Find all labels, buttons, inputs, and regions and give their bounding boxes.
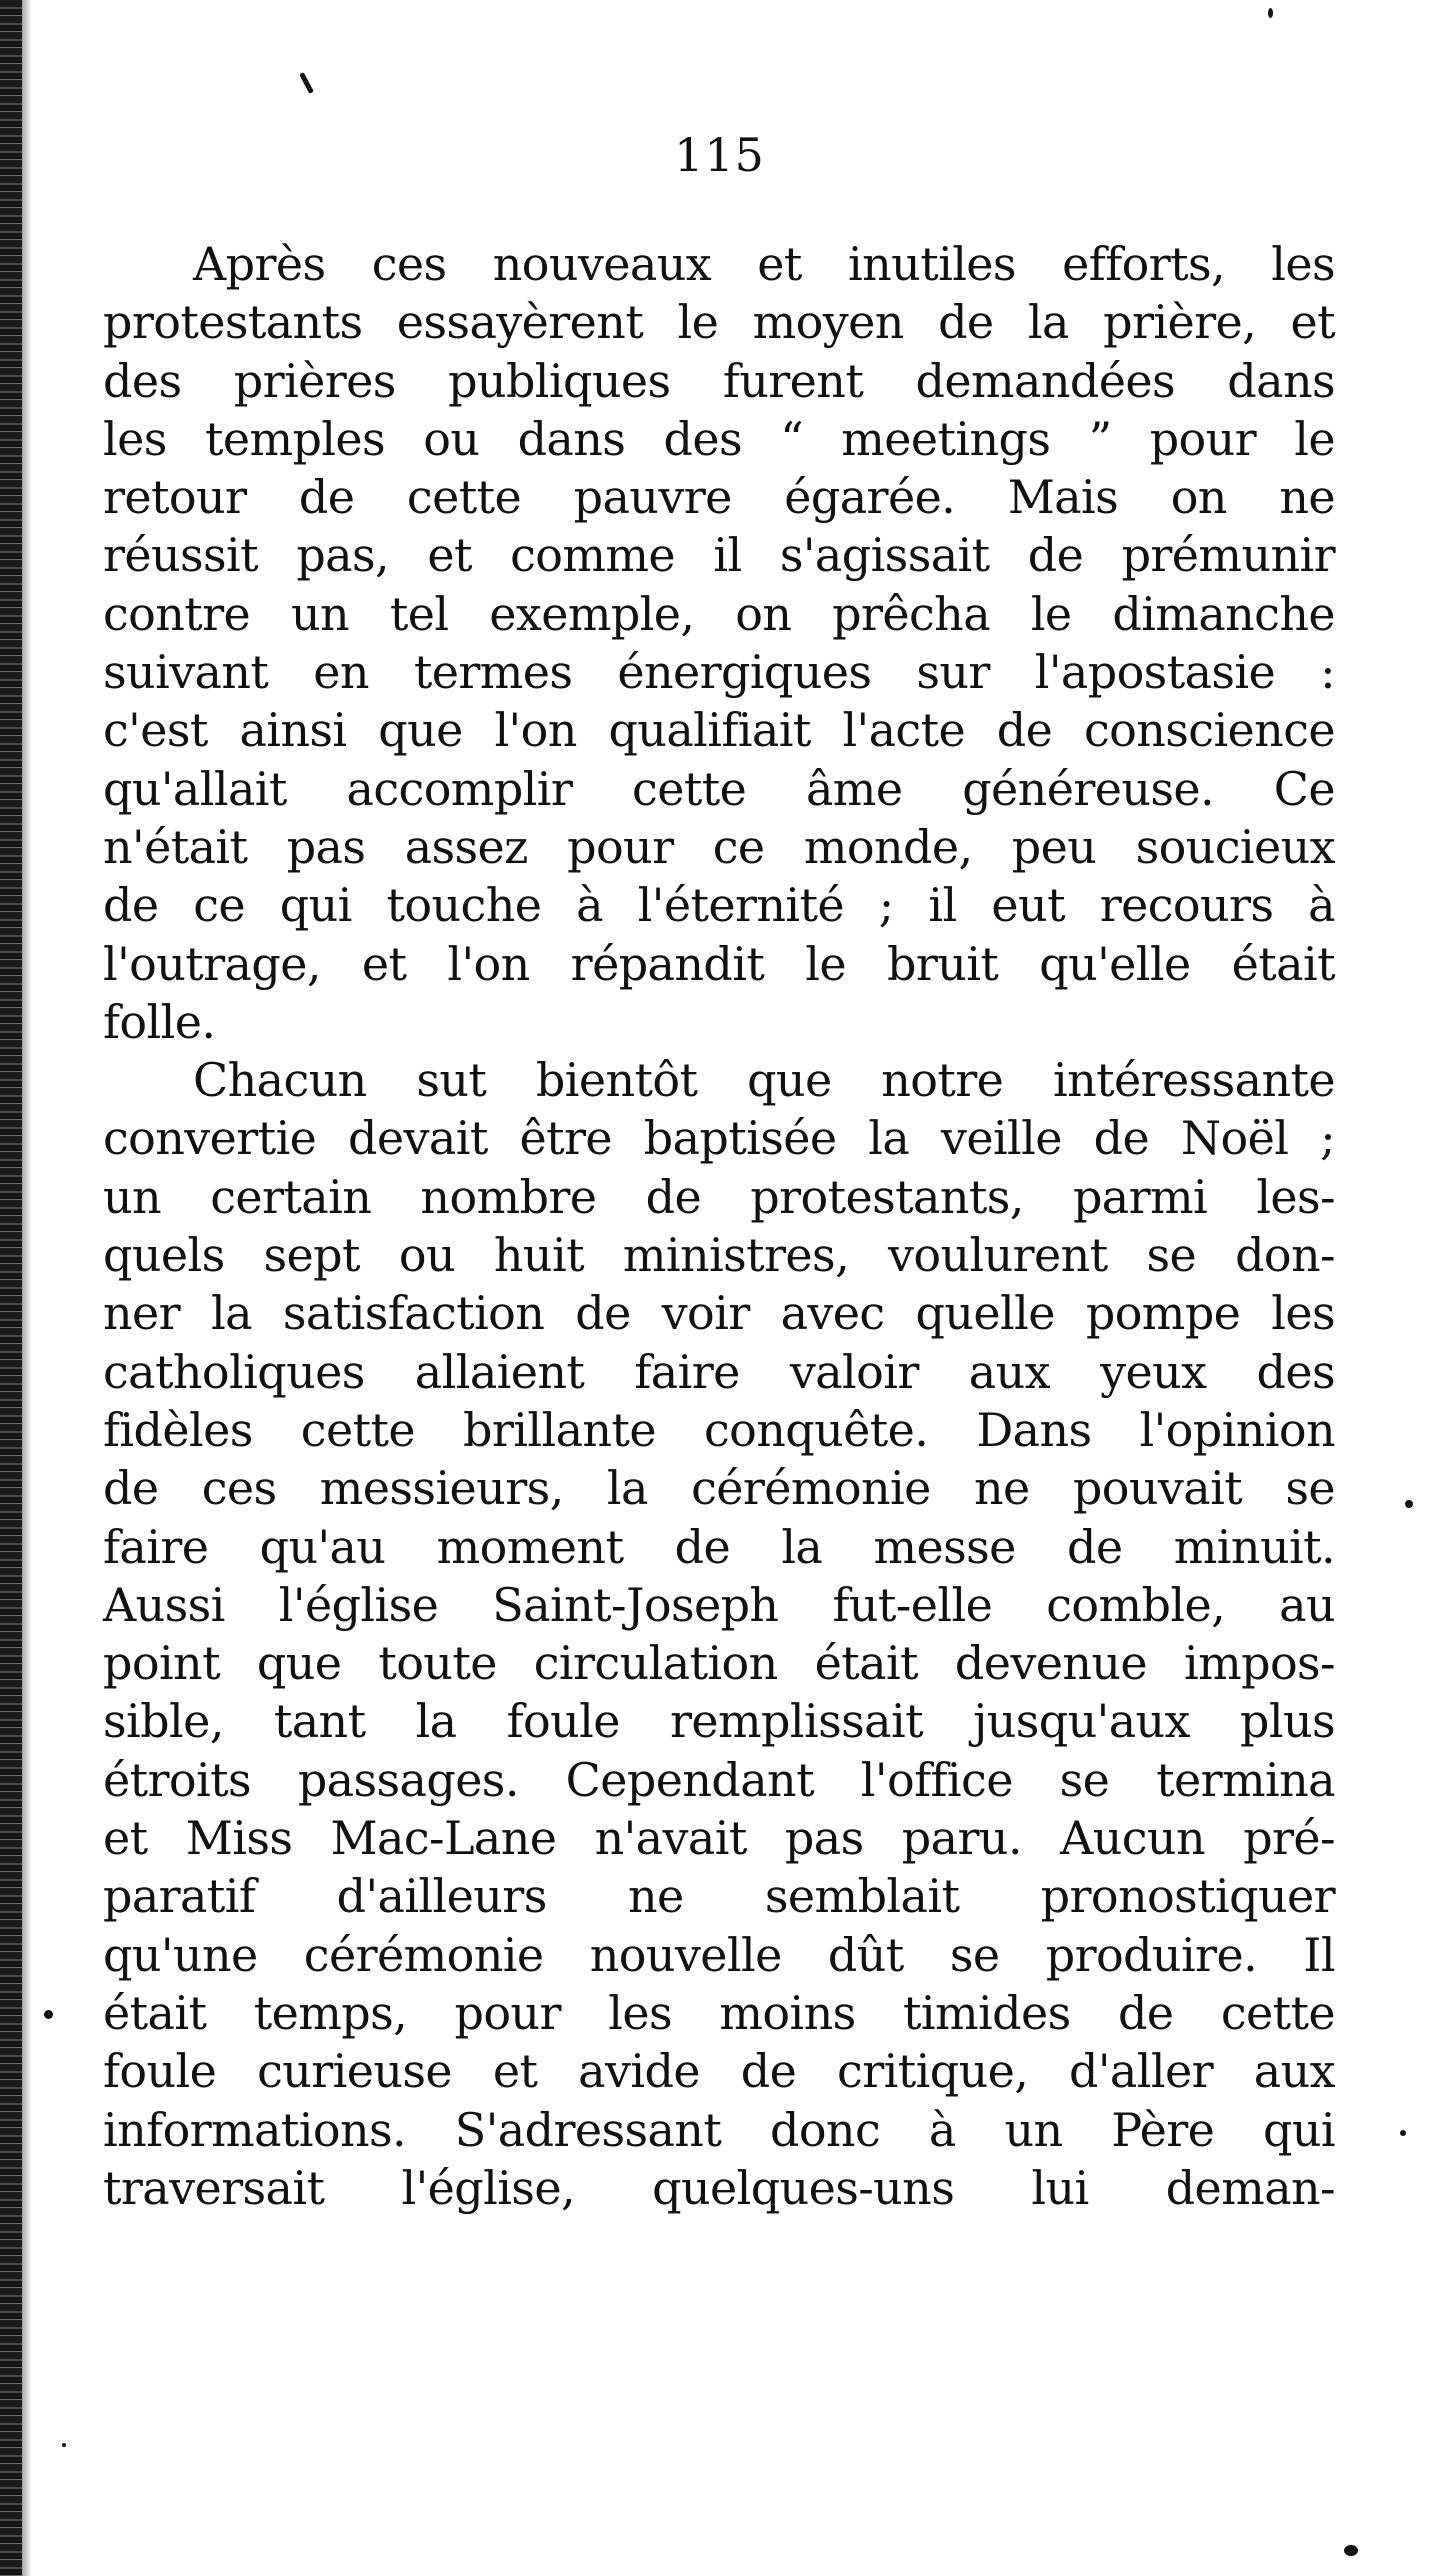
text-line: des prières publiques furent demandées dans [103, 353, 1335, 408]
paragraph-2 [103, 1051, 1335, 2217]
text-line: c'est ainsi que l'on qualifiait l'acte de conscience [103, 703, 1335, 758]
text-line: réussit pas, et comme il s'agissait de prémunir [103, 528, 1335, 583]
ink-speck [1405, 1500, 1413, 1508]
ink-speck [62, 2443, 66, 2447]
text-line: foule curieuse et avide de critique, d'aller aux [103, 2044, 1335, 2099]
text-line: contre un tel exemple, on prêcha le dimanche [103, 586, 1335, 641]
text-line: étroits passages. Cependant l'office se termina [103, 1752, 1335, 1807]
text-line: suivant en termes énergiques sur l'apostasie : [103, 645, 1335, 700]
text-line: sible, tant la foule remplissait jusqu'aux plus [103, 1694, 1335, 1749]
text-line: l'outrage, et l'on répandit le bruit qu'elle était [103, 936, 1335, 991]
ink-speck [1268, 8, 1273, 18]
ink-speck [299, 72, 314, 94]
text-line: qu'une cérémonie nouvelle dût se produire. Il [103, 1927, 1335, 1982]
text-line: paratif d'ailleurs ne semblait pronostiquer [103, 1869, 1335, 1924]
paragraph-1 [103, 235, 1335, 1051]
page-number: 115 [674, 128, 765, 182]
text-line: de ce qui touche à l'éternité ; il eut recours à [103, 878, 1335, 933]
text-line: Aussi l'église Saint-Joseph fut-elle comble, au [103, 1577, 1335, 1632]
text-line: faire qu'au moment de la messe de minuit. [103, 1519, 1335, 1574]
ink-speck [1344, 2545, 1358, 2556]
text-line: un certain nombre de protestants, parmi les- [103, 1169, 1335, 1224]
ink-speck [44, 2010, 53, 2019]
text-line: et Miss Mac-Lane n'avait pas paru. Aucun pré- [103, 1811, 1335, 1866]
text-line: convertie devait être baptisée la veille de Noël ; [103, 1111, 1335, 1166]
text-line: Après ces nouveaux et inutiles efforts, les [193, 237, 1335, 291]
ink-speck [1400, 2130, 1406, 2136]
text-line: de ces messieurs, la cérémonie ne pouvait se [103, 1461, 1335, 1516]
text-line: fidèles cette brillante conquête. Dans l'opinion [103, 1402, 1335, 1457]
text-line: retour de cette pauvre égarée. Mais on ne [103, 470, 1335, 525]
text-line: les temples ou dans des “ meetings ” pour le [103, 411, 1335, 466]
text-line: point que toute circulation était devenue impos- [103, 1636, 1335, 1691]
text-line: folle. [103, 994, 216, 1049]
text-line: était temps, pour les moins timides de cette [103, 1985, 1335, 2040]
text-line: protestants essayèrent le moyen de la prière, et [103, 295, 1335, 350]
text-line: quels sept ou huit ministres, voulurent se don- [103, 1228, 1335, 1283]
text-line: n'était pas assez pour ce monde, peu soucieux [103, 819, 1335, 874]
text-line: traversait l'église, quelques-uns lui deman- [103, 2160, 1335, 2215]
text-line: Chacun sut bientôt que notre intéressante [193, 1053, 1335, 1108]
text-line: catholiques allaient faire valoir aux yeux des [103, 1344, 1335, 1399]
spine-shadow [22, 0, 32, 2576]
text-line: qu'allait accomplir cette âme généreuse. Ce [103, 761, 1335, 816]
body-text [103, 235, 1335, 2217]
book-spine-edge [0, 0, 22, 2576]
text-line: ner la satisfaction de voir avec quelle pompe les [103, 1286, 1335, 1341]
text-line: informations. S'adressant donc à un Père qui [103, 2102, 1335, 2157]
